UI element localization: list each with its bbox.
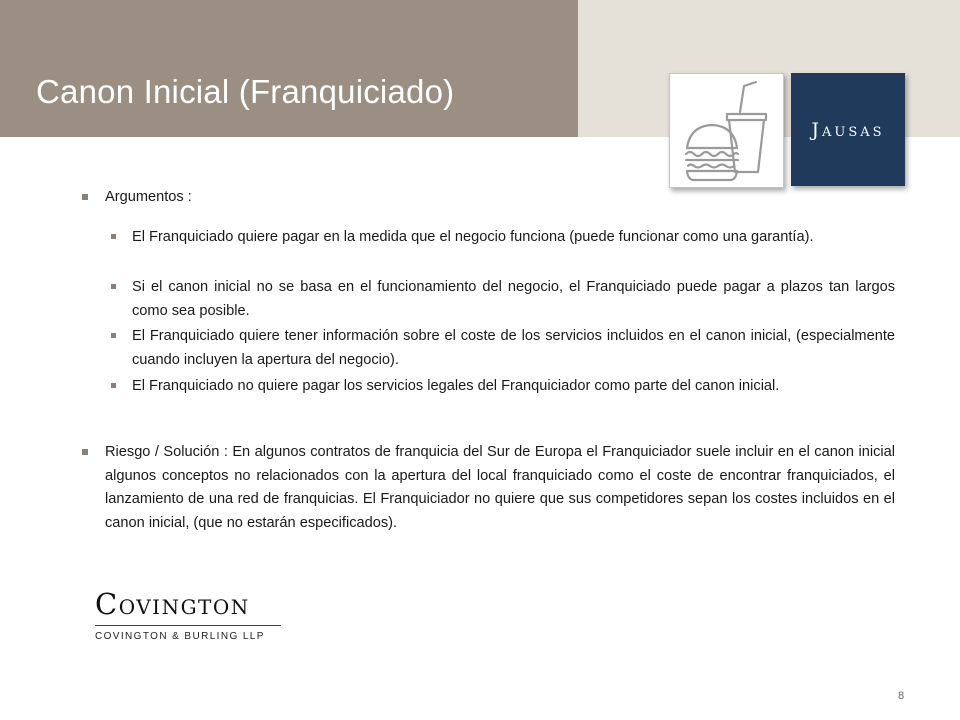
risk-item	[105, 441, 895, 535]
arguments-label: Argumentos :	[105, 189, 192, 205]
bullet-square	[82, 449, 88, 455]
page-number: 8	[898, 690, 905, 702]
sub-item-4	[132, 375, 895, 399]
covington-logo-name: Covington	[95, 587, 250, 621]
sub-item-2	[132, 276, 895, 323]
sub-item-text: Si el canon inicial no se basa en el funcionamiento del negocio, el Franquiciado puede pagar a plazos tan largos como sea posible.	[132, 279, 895, 319]
jausas-logo	[791, 73, 905, 186]
covington-logo	[95, 589, 281, 642]
sub-item-text: El Franquiciado quiere tener información sobre el coste de los servicios incluidos en el canon inicial, (especialmente cuando incluyen la apertura del negocio).	[132, 328, 895, 368]
title-band	[0, 0, 578, 137]
bullet-square	[111, 284, 116, 289]
bullet-square	[111, 234, 116, 239]
sub-item-1	[132, 226, 895, 250]
slide-title: Canon Inicial (Franquiciado)	[36, 73, 455, 110]
sub-item-3	[132, 325, 895, 372]
covington-logo-subtitle: COVINGTON & BURLING LLP	[95, 631, 265, 642]
jausas-logo-text: Jausas	[811, 118, 885, 141]
risk-text: Riesgo / Solución : En algunos contratos de franquicia del Sur de Europa el Franquiciador suele incluir en el canon inicial algunos conceptos no relacionados con la apertura del local franquiciado como el coste de encontrar franquiciados, el lanzamiento de una red de franquicias. El Franquiciador no quiere que sus competidores sepan los costes incluidos en el canon inicial, (que no estarán especificados).	[105, 444, 895, 531]
sub-item-text: El Franquiciado quiere pagar en la medida que el negocio funciona (puede funcionar como una garantía).	[132, 229, 814, 245]
bullet-square	[111, 383, 116, 388]
sub-item-text: El Franquiciado no quiere pagar los servicios legales del Franquiciador como parte del canon inicial.	[132, 378, 780, 394]
bullet-square	[82, 194, 88, 200]
burger-and-drink-icon	[670, 74, 783, 187]
arguments-item	[105, 186, 192, 210]
food-logo	[669, 73, 784, 188]
bullet-square	[111, 333, 116, 338]
covington-logo-rule	[95, 625, 281, 626]
